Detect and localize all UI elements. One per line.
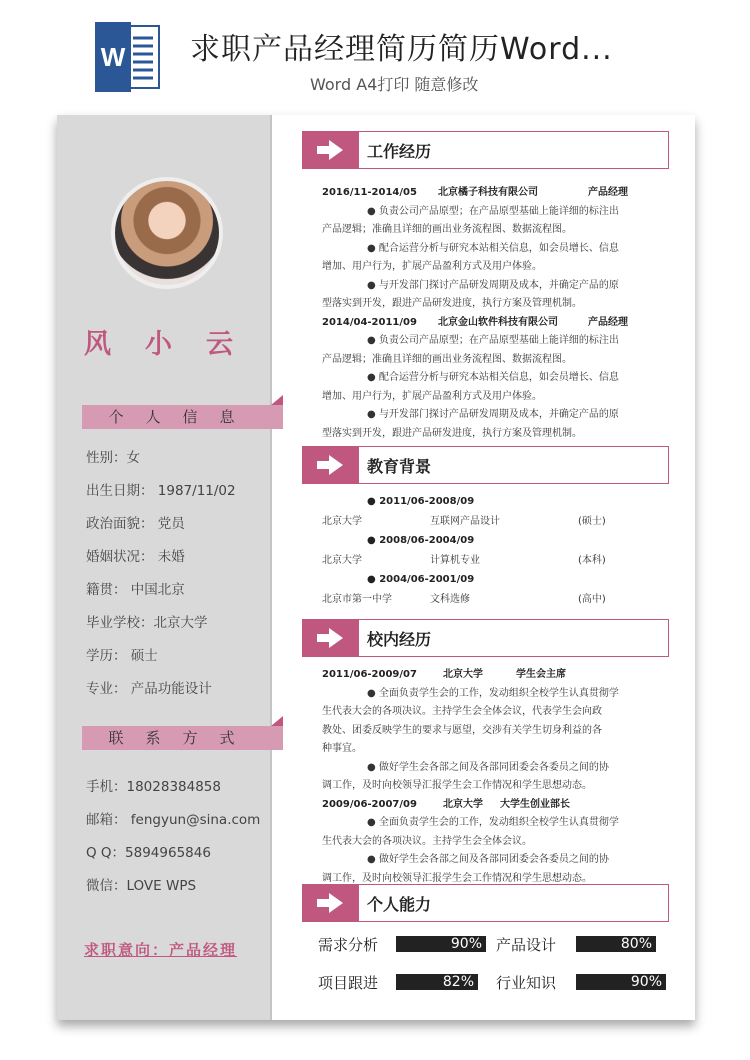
job-description-line: ● 配合运营分析与研究本站相关信息，如会员增长、信息 [367,242,619,254]
arrow-icon [303,620,359,656]
skill-bar: 90% [576,974,666,990]
contact-item: 微信：LOVE WPS [86,878,197,894]
job-date: 2014/04-2011/09 [322,316,417,328]
education-degree: (本科) [578,555,606,566]
campus-description-line: 调工作，及时向校领导汇报学生会工作情况和学生思想动态。 [322,872,592,883]
job-description-line: ● 负责公司产品原型；在产品原型基础上能详细的标注出 [367,335,619,346]
education-school: 北京大学 [322,555,362,566]
document-subtitle: Word A4打印 随意修改 [310,75,479,94]
personal-info-item: 专业： 产品功能设计 [86,681,212,697]
education-school: 北京大学 [322,516,362,527]
campus-description-line: 种事宜。 [322,743,362,754]
education-major: 计算机专业 [430,555,480,566]
job-role: 产品经理 [588,316,628,328]
personal-info-item: 学历： 硕士 [86,648,158,664]
campus-list [302,656,672,883]
campus-role: 学生会主席 [516,669,566,680]
personal-info-item: 毕业学校：北京大学 [86,615,208,631]
contact-header: 联系方式 [82,726,283,750]
skill-name: 行业知识 [496,974,557,992]
education-degree: (高中) [578,594,606,605]
campus-description-line: ● 做好学生会各部之间及各部同团委会各委员之间的协 [367,854,609,865]
personal-info-item: 性别：女 [86,450,140,466]
job-date: 2016/11-2014/05 [322,187,417,198]
education-major: 互联网产品设计 [430,516,500,527]
education-school: 北京市第一中学 [322,594,392,605]
education-date [367,532,474,551]
word-icon [95,22,161,92]
education-major: 文科选修 [430,594,470,605]
job-description-line: 产品逻辑；准确且详细的画出业务流程图、数据流程图。 [322,224,572,235]
job-description-line: 型落实到开发，跟进产品研发进度，执行方案及管理机制。 [322,298,582,309]
campus-role: 大学生创业部长 [500,798,570,810]
campus-date: 2009/06-2007/09 [322,798,417,810]
campus-description-line: ● 全面负责学生会的工作，发动组织全校学生认真贯彻学 [367,687,619,699]
skill-name: 需求分析 [318,936,379,954]
job-description-line: 增加、用户行为，扩展产品盈利方式及用户体验。 [322,390,542,402]
education-degree: (硕士) [578,516,606,527]
skill-name: 项目跟进 [318,974,379,992]
campus-description-line: 调工作，及时向校领导汇报学生会工作情况和学生思想动态。 [322,780,592,791]
education-date-text: 2004/06-2001/09 [379,574,475,585]
bullet-icon: ● [367,574,380,585]
section-title: 个人能力 [367,895,432,914]
section-title: 校内经历 [367,630,432,649]
bullet-icon: ● [367,535,380,546]
job-description-line: 增加、用户行为，扩展产品盈利方式及用户体验。 [322,261,542,272]
svg-text:W: W [100,42,126,72]
job-intent: 求职意向：产品经理 [84,941,238,959]
campus-description-line: ● 全面负责学生会的工作，发动组织全校学生认真贯彻学 [367,817,619,828]
job-description-line: ● 配合运营分析与研究本站相关信息，如会员增长、信息 [367,372,619,383]
campus-org: 北京大学 [443,669,483,680]
section-work [302,131,669,169]
campus-description-line: 生代表大会的各项决议。主持学生会全体会议。 [322,835,532,847]
job-role: 产品经理 [588,187,628,198]
section-campus [302,619,669,657]
job-description-line: 产品逻辑；准确且详细的画出业务流程图、数据流程图。 [322,353,572,365]
job-company: 北京金山软件科技有限公司 [438,316,558,328]
arrow-icon [303,132,359,168]
personal-info-item: 籍贯： 中国北京 [86,582,185,598]
contact-item: 手机：18028384858 [86,779,221,795]
job-description-line: 型落实到开发，跟进产品研发进度，执行方案及管理机制。 [322,427,582,439]
campus-org: 北京大学 [443,798,483,810]
campus-date: 2011/06-2009/07 [322,669,417,680]
avatar [111,177,223,289]
section-education [302,446,669,484]
contact-item: Q Q：5894965846 [86,845,211,861]
personal-info-header: 个人信息 [82,405,283,429]
arrow-icon [303,447,359,483]
section-title: 教育背景 [367,457,432,476]
campus-description-line: 生代表大会的各项决议。主持学生会全体会议，代表学生会向政 [322,706,602,717]
job-description-line: ● 与开发部门探讨产品研发周期及成本，并确定产品的原 [367,279,619,291]
contact-item: 邮箱： fengyun@sina.com [86,812,261,828]
skill-name: 产品设计 [496,936,557,954]
personal-info-item: 婚姻状况： 未婚 [86,549,185,565]
education-date [367,571,474,590]
skill-bar: 80% [576,936,656,952]
bullet-icon: ● [367,496,380,507]
campus-description-line: 教处、团委反映学生的要求与愿望，交涉有关学生切身利益的各 [322,724,602,736]
arrow-icon [303,885,359,921]
job-company: 北京橘子科技有限公司 [438,187,538,198]
education-date-text: 2008/06-2004/09 [379,535,475,546]
candidate-name: 风小云 [84,329,267,360]
skill-bar: 90% [396,936,486,952]
section-skills [302,884,669,922]
section-title: 工作经历 [367,142,432,161]
skill-bar: 82% [396,974,478,990]
document-title: 求职产品经理简历简历Word... [190,32,613,67]
education-date [367,493,474,512]
campus-description-line: ● 做好学生会各部之间及各部同团委会各委员之间的协 [367,761,609,773]
personal-info-item: 政治面貌： 党员 [86,516,185,532]
personal-info-item: 出生日期： 1987/11/02 [86,483,236,499]
education-date-text: 2011/06-2008/09 [379,496,475,507]
job-description-line: ● 与开发部门探讨产品研发周期及成本，并确定产品的原 [367,409,619,420]
job-description-line: ● 负责公司产品原型；在产品原型基础上能详细的标注出 [367,205,619,217]
